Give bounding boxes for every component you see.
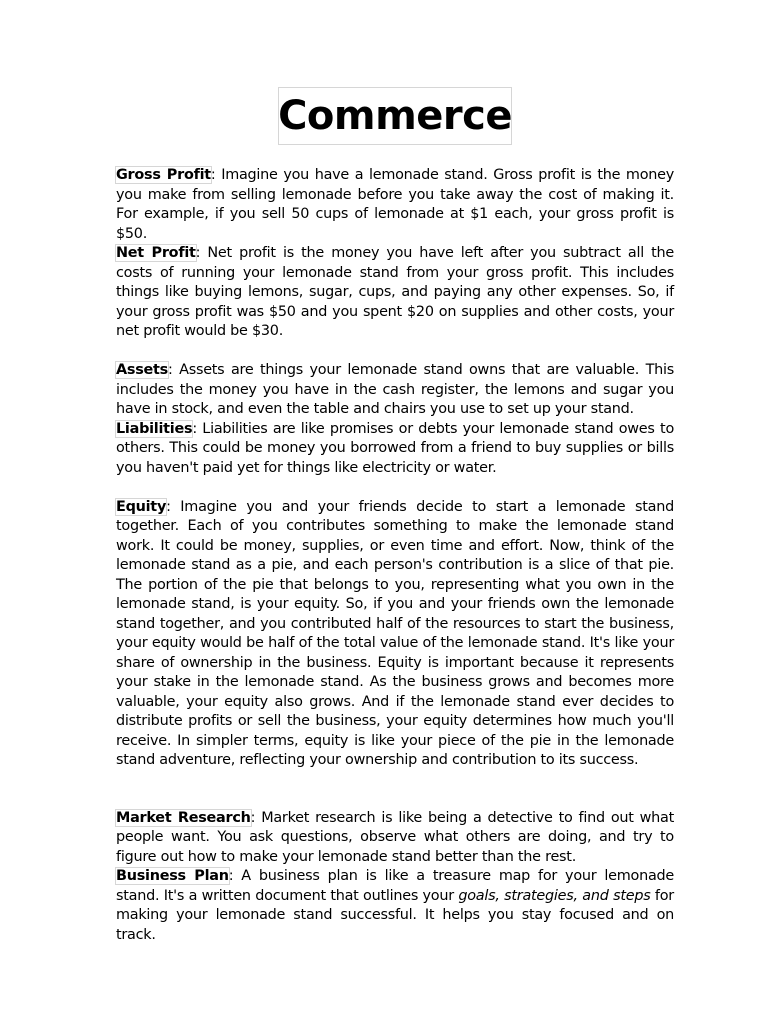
page-title: Commerce bbox=[278, 93, 512, 139]
paragraph-liabilities bbox=[116, 420, 674, 479]
term-business-plan: Business Plan bbox=[116, 868, 229, 884]
spacer bbox=[116, 342, 674, 362]
definition-liabilities: : Liabilities are like promises or debts your lemonade stand owes to others. This could be money you borrowed from a friend to buy supplies or bills you haven't paid yet for things like electricity or water. bbox=[116, 420, 674, 476]
definition-assets: : Assets are things your lemonade stand owns that are valuable. This includes the money you have in the cash register, the lemons and sugar you have in stock, and even the table and chairs you use to set up your stand. bbox=[116, 362, 674, 417]
spacer bbox=[116, 771, 674, 809]
document-body bbox=[116, 166, 674, 945]
definition-market-research: : Market research is like being a detective to find out what people want. You ask questions, observe what others are doing, and try to figure out how to make your lemonade stand better than the rest. bbox=[116, 809, 674, 865]
paragraph-equity bbox=[116, 498, 674, 771]
term-net-profit: Net Profit bbox=[116, 245, 196, 261]
definition-business-plan-end: for making your lemonade stand successful. It helps you stay focused and on track. bbox=[116, 887, 674, 943]
definition-business-plan-start: : A business plan is like a treasure map for your lemonade stand. It's a written document that outlines your bbox=[116, 868, 675, 904]
paragraph-net-profit bbox=[116, 244, 674, 342]
title-box bbox=[278, 87, 512, 145]
definition-net-profit: : Net profit is the money you have left after you subtract all the costs of running your lemonade stand from your gross profit. This includes things like buying lemons, sugar, cups, and paying any other expenses. So, if your gross profit was $50 and you spent $20 on supplies and other costs, your net profit would be $30. bbox=[116, 245, 674, 339]
paragraph-business-plan bbox=[116, 867, 674, 945]
term-liabilities: Liabilities bbox=[116, 420, 193, 437]
definition-gross-profit: : Imagine you have a lemonade stand. Gross profit is the money you make from selling lemonade before you take away the cost of making it. For example, if you sell 50 cups of lemonade at $1 each, your gross profit is $50. bbox=[116, 167, 674, 242]
paragraph-market-research bbox=[116, 809, 674, 868]
definition-business-plan-emphasis: goals, strategies, and steps bbox=[458, 887, 651, 904]
term-market-research: Market Research bbox=[116, 809, 251, 826]
term-gross-profit: Gross Profit bbox=[116, 167, 211, 183]
paragraph-assets bbox=[116, 361, 674, 420]
spacer bbox=[116, 478, 674, 498]
term-assets: Assets bbox=[116, 362, 168, 378]
term-equity: Equity bbox=[116, 498, 167, 515]
definition-equity: : Imagine you and your friends decide to start a lemonade stand together. Each of you contributes something to make the lemonade stand work. It could be money, supplies, or even time and effort. Now, think of the lemonade stand as a pie, and each person's contribution is a slice of that pie. The portion of the pie that belongs to you, representing what you own in the lemonade stand, is your equity. So, if you and your friends own the lemonade stand together, and you contributed half of the resources to start the business, your equity would be half of the total value of the lemonade stand. It's like your share of ownership in the business. Equity is important because it represents your stake in the lemonade stand. As the business grows and becomes more valuable, your equity also grows. And if the lemonade stand ever decides to distribute profits or sell the business, your equity determines how much you'll receive. In simpler terms, equity is like your piece of the pie in the lemonade stand adventure, reflecting your ownership and contribution to its success. bbox=[116, 498, 674, 768]
paragraph-gross-profit bbox=[116, 166, 674, 244]
